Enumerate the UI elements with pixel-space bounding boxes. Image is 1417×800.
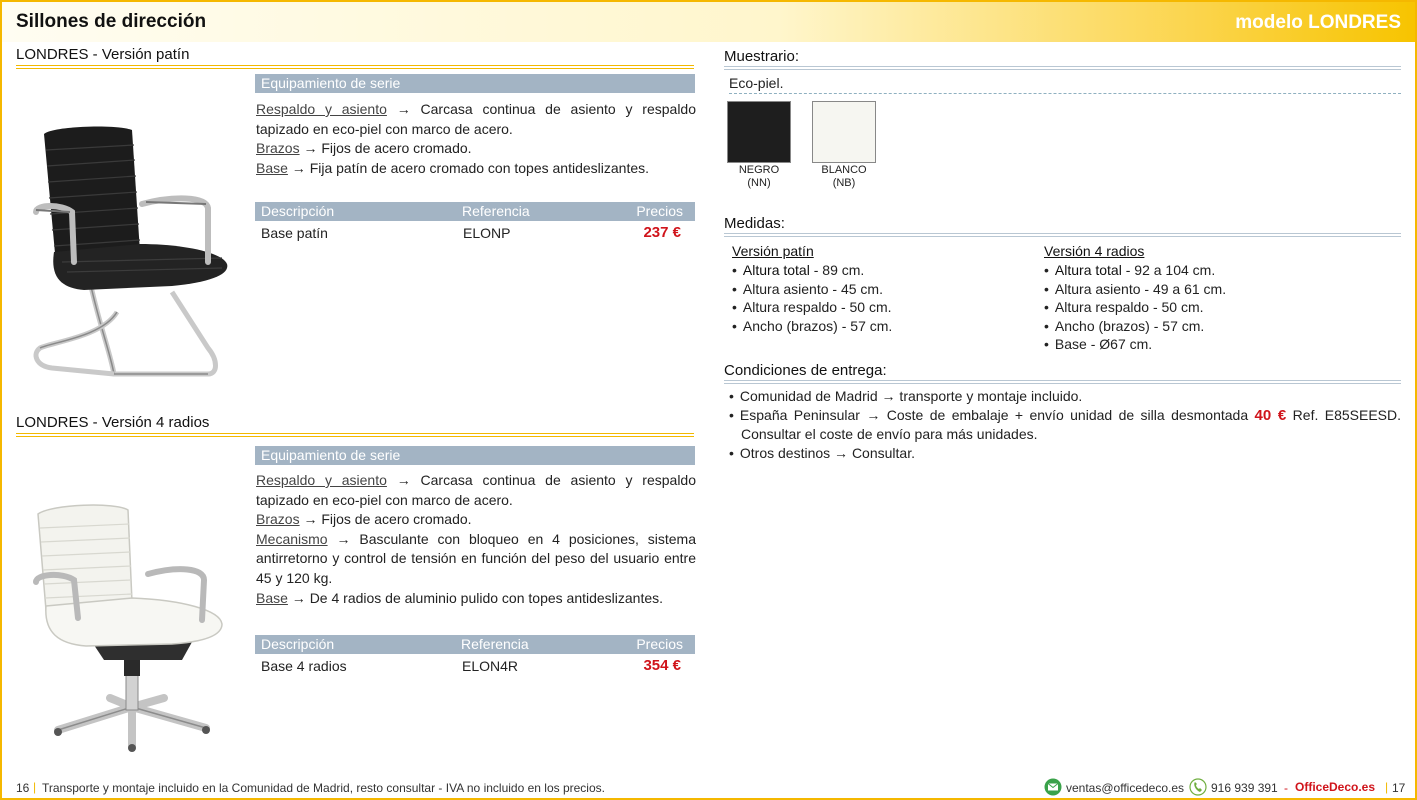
- price-table-header-radios: [255, 635, 695, 654]
- footer-separator: |: [33, 780, 37, 794]
- col-descripcion: Descripción: [261, 636, 335, 652]
- row-ref: ELONP: [463, 225, 511, 241]
- footer-phone[interactable]: 916 939 391: [1211, 781, 1278, 795]
- list-item: • Altura total - 89 cm.: [732, 261, 892, 280]
- col-referencia: Referencia: [461, 636, 529, 652]
- list-item: • Altura respaldo - 50 cm.: [732, 298, 892, 317]
- equip-item: Respaldo y asiento → Carcasa continua de asiento y respaldo tapizado en eco-piel con marco de acero.: [256, 472, 696, 508]
- equip-item: Base → De 4 radios de aluminio pulido con topes antideslizantes.: [256, 589, 664, 606]
- section-rule: [724, 380, 1401, 384]
- row-ref: ELON4R: [462, 658, 519, 674]
- swatch-negro-label: NEGRO (NN): [738, 164, 780, 189]
- equip-list-radios: [256, 471, 696, 608]
- medidas-patin-list: [732, 261, 892, 335]
- section-rule: [16, 433, 694, 437]
- list-item: • Ancho (brazos) - 57 cm.: [1044, 317, 1226, 336]
- footer-dash: -: [1284, 781, 1288, 795]
- medidas-radios-heading: Versión 4 radios: [1044, 243, 1145, 259]
- row-desc: Base patín: [261, 225, 328, 241]
- list-item: • Ancho (brazos) - 57 cm.: [732, 317, 892, 336]
- col-referencia: Referencia: [462, 203, 530, 219]
- equip-item: Base → Fija patín de acero cromado con topes antideslizantes.: [256, 159, 650, 176]
- row-price: 237 €: [643, 224, 681, 241]
- col-precios: Precios: [636, 636, 683, 652]
- page-title: Sillones de dirección: [16, 11, 207, 32]
- dashed-divider: [729, 93, 1401, 94]
- footer-email[interactable]: ventas@officedeco.es: [1066, 781, 1185, 795]
- footer-separator: |: [1385, 780, 1389, 794]
- medidas-radios-list: [1044, 261, 1226, 354]
- equip-item: Mecanismo → Basculante con bloqueo en 4 posiciones, sistema antirretorno y control de tensión en función del peso del usuario entre 45 y 120 kg.: [256, 530, 696, 586]
- list-item: • Otros destinos → Consultar.: [729, 444, 1401, 463]
- list-item: • Altura asiento - 45 cm.: [732, 280, 892, 299]
- page-number-left: 16: [16, 781, 30, 795]
- price-table-header-patin: [255, 202, 695, 221]
- medidas-patin-heading: Versión patín: [732, 243, 814, 259]
- condiciones-title: Condiciones de entrega:: [724, 362, 887, 379]
- equip-item: Brazos → Fijos de acero cromado.: [256, 140, 472, 157]
- list-item: • Altura asiento - 49 a 61 cm.: [1044, 280, 1226, 299]
- header-bar: [2, 2, 1415, 42]
- section-title-radios: LONDRES - Versión 4 radios: [16, 414, 210, 431]
- equip-list-patin: [256, 100, 696, 178]
- col-descripcion: Descripción: [261, 203, 335, 219]
- list-item: • Base - Ø67 cm.: [1044, 335, 1226, 354]
- section-rule: [16, 65, 694, 69]
- model-title: modelo LONDRES: [1235, 12, 1401, 33]
- swatch-blanco: [812, 101, 876, 163]
- equip-heading-radios: Equipamiento de serie: [255, 446, 695, 465]
- equip-item: Respaldo y asiento → Carcasa continua de asiento y respaldo tapizado en eco-piel con marco de acero.: [256, 101, 696, 137]
- section-title-patin: LONDRES - Versión patín: [16, 46, 190, 63]
- list-item: • Comunidad de Madrid → transporte y montaje incluido.: [729, 387, 1401, 406]
- swatch-negro: [727, 101, 791, 163]
- footer: [2, 778, 1415, 800]
- list-item: • España Peninsular → Coste de embalaje + envío unidad de silla desmontada 40 € Ref. E85SEESD. Consultar el coste de envío para más unidades.: [729, 406, 1401, 444]
- row-price: 354 €: [643, 657, 681, 674]
- table-row: [255, 656, 695, 676]
- swatch-blanco-label: BLANCO (NB): [821, 164, 867, 189]
- section-rule: [724, 66, 1401, 70]
- section-rule: [724, 233, 1401, 237]
- phone-icon: [1189, 778, 1207, 796]
- page-number-right: 17: [1392, 781, 1406, 795]
- list-item: • Altura total - 92 a 104 cm.: [1044, 261, 1226, 280]
- email-icon: [1044, 778, 1062, 796]
- medidas-title: Medidas:: [724, 215, 785, 232]
- col-precios: Precios: [636, 203, 683, 219]
- footer-brand[interactable]: OfficeDeco.es: [1295, 780, 1376, 794]
- list-item: • Altura respaldo - 50 cm.: [1044, 298, 1226, 317]
- condiciones-list: [729, 387, 1401, 463]
- footer-note: Transporte y montaje incluido en la Comunidad de Madrid, resto consultar - IVA no incluido en los precios.: [42, 781, 605, 795]
- equip-item: Brazos → Fijos de acero cromado.: [256, 511, 472, 528]
- equip-heading-patin: Equipamiento de serie: [255, 74, 695, 93]
- chair-radios-image: [32, 502, 232, 760]
- table-row: [255, 223, 695, 243]
- muestrario-title: Muestrario:: [724, 48, 800, 65]
- chair-patin-image: [22, 112, 237, 397]
- material-label: Eco-piel.: [729, 75, 784, 91]
- row-desc: Base 4 radios: [261, 658, 347, 674]
